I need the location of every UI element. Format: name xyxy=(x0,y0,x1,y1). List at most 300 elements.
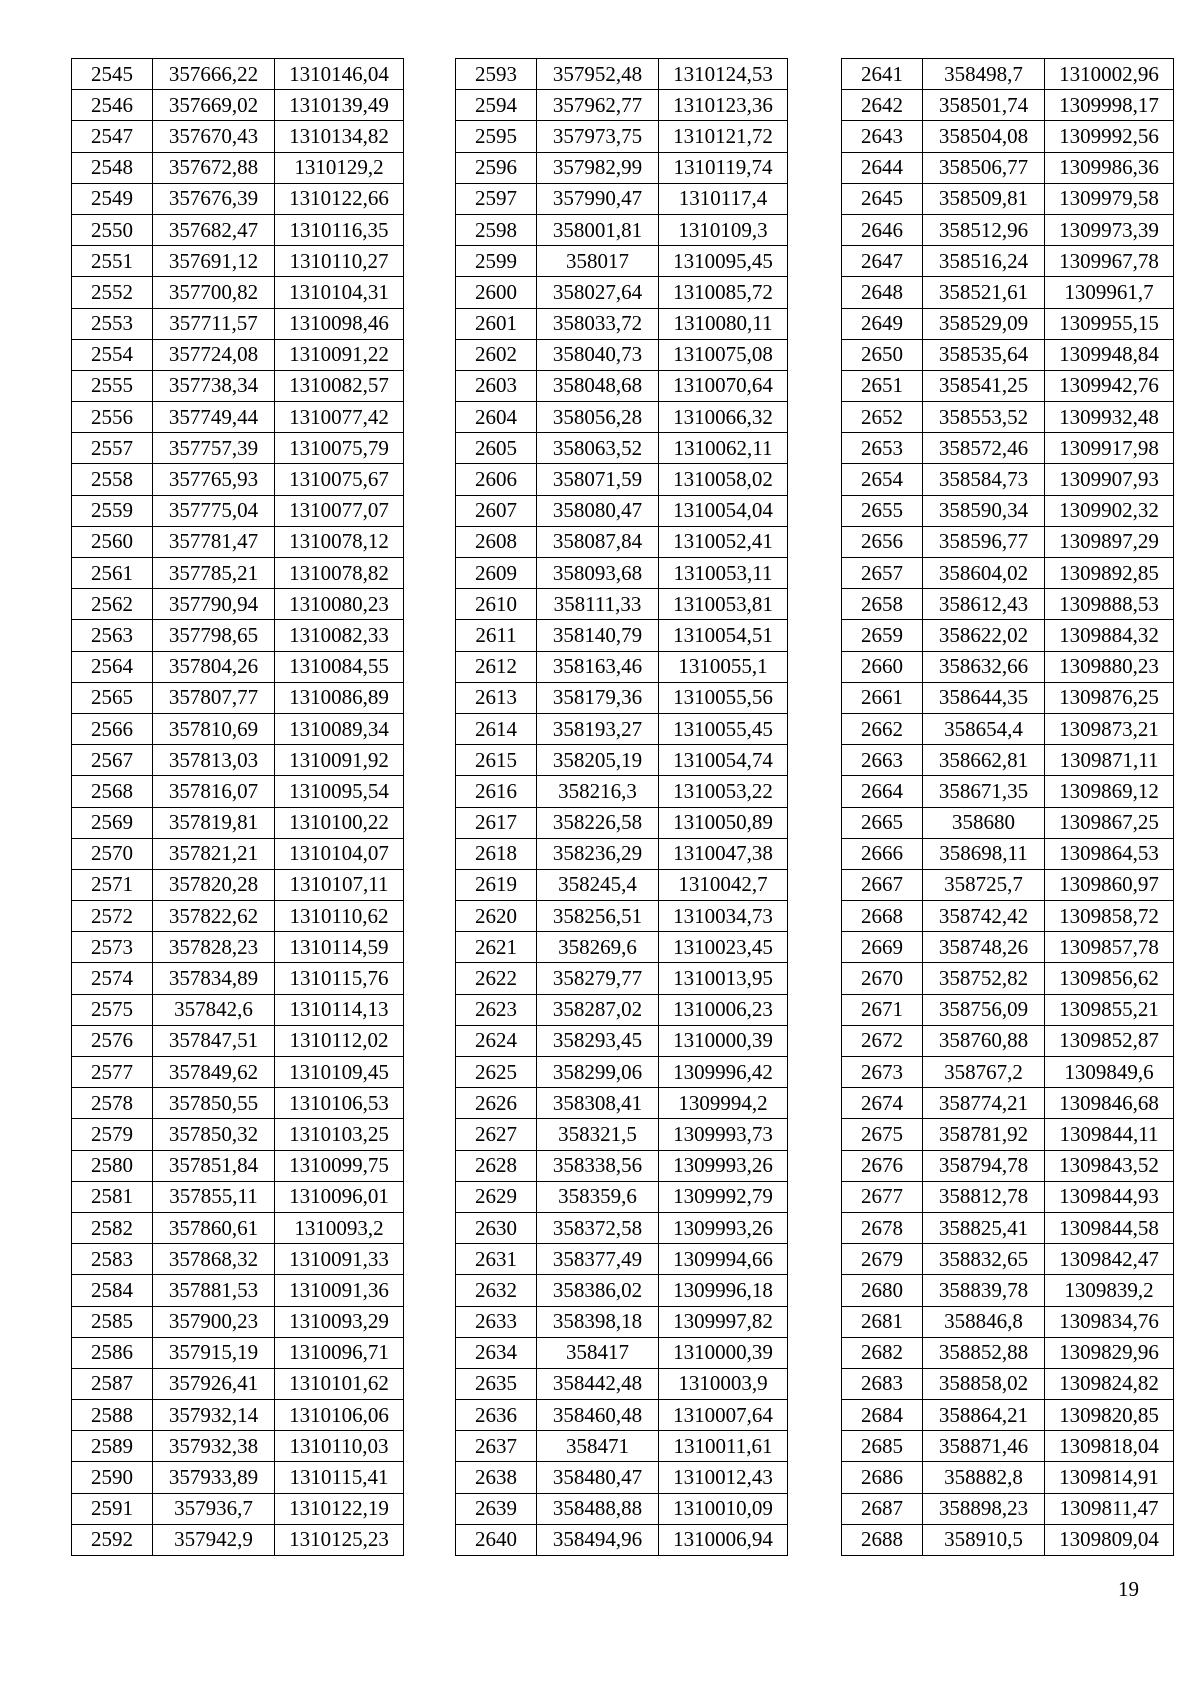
y-coordinate-cell: 1309844,93 xyxy=(1045,1181,1174,1212)
table-row xyxy=(842,1524,1174,1555)
table-row xyxy=(456,1119,788,1150)
coordinates-table-2 xyxy=(455,58,788,1556)
point-number-cell: 2606 xyxy=(456,464,537,495)
y-coordinate-cell: 1309814,91 xyxy=(1045,1462,1174,1493)
x-coordinate-cell: 358882,8 xyxy=(923,1462,1045,1493)
table-row xyxy=(842,776,1174,807)
y-coordinate-cell: 1310134,82 xyxy=(275,121,404,152)
point-number-cell: 2614 xyxy=(456,713,537,744)
x-coordinate-cell: 357868,32 xyxy=(153,1244,275,1275)
point-number-cell: 2618 xyxy=(456,838,537,869)
x-coordinate-cell: 357926,41 xyxy=(153,1368,275,1399)
table-row xyxy=(842,59,1174,90)
point-number-cell: 2586 xyxy=(72,1337,153,1368)
y-coordinate-cell: 1309996,42 xyxy=(659,1057,788,1088)
y-coordinate-cell: 1310109,3 xyxy=(659,214,788,245)
point-number-cell: 2563 xyxy=(72,620,153,651)
x-coordinate-cell: 358093,68 xyxy=(537,558,659,589)
y-coordinate-cell: 1310125,23 xyxy=(275,1524,404,1555)
y-coordinate-cell: 1310101,62 xyxy=(275,1368,404,1399)
point-number-cell: 2687 xyxy=(842,1493,923,1524)
point-number-cell: 2549 xyxy=(72,183,153,214)
point-number-cell: 2592 xyxy=(72,1524,153,1555)
y-coordinate-cell: 1309871,11 xyxy=(1045,745,1174,776)
table-row xyxy=(72,682,404,713)
x-coordinate-cell: 358910,5 xyxy=(923,1524,1045,1555)
table-row xyxy=(456,620,788,651)
point-number-cell: 2634 xyxy=(456,1337,537,1368)
point-number-cell: 2649 xyxy=(842,308,923,339)
table-row xyxy=(842,339,1174,370)
x-coordinate-cell: 358460,48 xyxy=(537,1400,659,1431)
point-number-cell: 2674 xyxy=(842,1088,923,1119)
x-coordinate-cell: 357670,43 xyxy=(153,121,275,152)
table-row xyxy=(456,214,788,245)
table-row xyxy=(842,620,1174,651)
table-row xyxy=(72,838,404,869)
y-coordinate-cell: 1310053,22 xyxy=(659,776,788,807)
table-row xyxy=(842,1337,1174,1368)
point-number-cell: 2671 xyxy=(842,994,923,1025)
y-coordinate-cell: 1309942,76 xyxy=(1045,370,1174,401)
y-coordinate-cell: 1310124,53 xyxy=(659,59,788,90)
y-coordinate-cell: 1310114,13 xyxy=(275,994,404,1025)
point-number-cell: 2604 xyxy=(456,402,537,433)
y-coordinate-cell: 1310023,45 xyxy=(659,932,788,963)
table-row xyxy=(456,183,788,214)
table-row xyxy=(456,1524,788,1555)
y-coordinate-cell: 1310091,92 xyxy=(275,745,404,776)
point-number-cell: 2685 xyxy=(842,1431,923,1462)
x-coordinate-cell: 357942,9 xyxy=(153,1524,275,1555)
table-row xyxy=(72,1493,404,1524)
y-coordinate-cell: 1309876,25 xyxy=(1045,682,1174,713)
point-number-cell: 2661 xyxy=(842,682,923,713)
x-coordinate-cell: 357851,84 xyxy=(153,1150,275,1181)
table-row xyxy=(456,277,788,308)
point-number-cell: 2624 xyxy=(456,1025,537,1056)
table-row xyxy=(842,682,1174,713)
point-number-cell: 2630 xyxy=(456,1212,537,1243)
table-row xyxy=(72,214,404,245)
table-row xyxy=(842,589,1174,620)
point-number-cell: 2644 xyxy=(842,152,923,183)
y-coordinate-cell: 1310093,29 xyxy=(275,1306,404,1337)
point-number-cell: 2600 xyxy=(456,277,537,308)
point-number-cell: 2640 xyxy=(456,1524,537,1555)
point-number-cell: 2626 xyxy=(456,1088,537,1119)
table-row xyxy=(72,495,404,526)
y-coordinate-cell: 1310075,08 xyxy=(659,339,788,370)
table-row xyxy=(842,651,1174,682)
y-coordinate-cell: 1309997,82 xyxy=(659,1306,788,1337)
x-coordinate-cell: 358852,88 xyxy=(923,1337,1045,1368)
y-coordinate-cell: 1309852,87 xyxy=(1045,1025,1174,1056)
x-coordinate-cell: 358386,02 xyxy=(537,1275,659,1306)
x-coordinate-cell: 358080,47 xyxy=(537,495,659,526)
y-coordinate-cell: 1310011,61 xyxy=(659,1431,788,1462)
x-coordinate-cell: 357821,21 xyxy=(153,838,275,869)
table-row xyxy=(456,1150,788,1181)
table-row xyxy=(72,932,404,963)
point-number-cell: 2639 xyxy=(456,1493,537,1524)
y-coordinate-cell: 1310055,1 xyxy=(659,651,788,682)
y-coordinate-cell: 1309917,98 xyxy=(1045,433,1174,464)
point-number-cell: 2658 xyxy=(842,589,923,620)
table-row xyxy=(72,90,404,121)
y-coordinate-cell: 1309955,15 xyxy=(1045,308,1174,339)
x-coordinate-cell: 358245,4 xyxy=(537,869,659,900)
y-coordinate-cell: 1309888,53 xyxy=(1045,589,1174,620)
y-coordinate-cell: 1310050,89 xyxy=(659,807,788,838)
y-coordinate-cell: 1309809,04 xyxy=(1045,1524,1174,1555)
y-coordinate-cell: 1310078,82 xyxy=(275,558,404,589)
point-number-cell: 2609 xyxy=(456,558,537,589)
point-number-cell: 2560 xyxy=(72,526,153,557)
y-coordinate-cell: 1309948,84 xyxy=(1045,339,1174,370)
x-coordinate-cell: 357855,11 xyxy=(153,1181,275,1212)
table-row xyxy=(456,994,788,1025)
point-number-cell: 2651 xyxy=(842,370,923,401)
x-coordinate-cell: 358471 xyxy=(537,1431,659,1462)
y-coordinate-cell: 1310109,45 xyxy=(275,1057,404,1088)
x-coordinate-cell: 357807,77 xyxy=(153,682,275,713)
table-row xyxy=(456,682,788,713)
x-coordinate-cell: 358832,65 xyxy=(923,1244,1045,1275)
table-row xyxy=(842,1088,1174,1119)
x-coordinate-cell: 357781,47 xyxy=(153,526,275,557)
point-number-cell: 2584 xyxy=(72,1275,153,1306)
x-coordinate-cell: 358216,3 xyxy=(537,776,659,807)
y-coordinate-cell: 1310034,73 xyxy=(659,901,788,932)
table-row xyxy=(456,1181,788,1212)
y-coordinate-cell: 1310053,11 xyxy=(659,558,788,589)
point-number-cell: 2575 xyxy=(72,994,153,1025)
y-coordinate-cell: 1309844,11 xyxy=(1045,1119,1174,1150)
table-row xyxy=(72,1462,404,1493)
x-coordinate-cell: 358871,46 xyxy=(923,1431,1045,1462)
x-coordinate-cell: 357765,93 xyxy=(153,464,275,495)
x-coordinate-cell: 358839,78 xyxy=(923,1275,1045,1306)
y-coordinate-cell: 1310077,07 xyxy=(275,495,404,526)
y-coordinate-cell: 1310129,2 xyxy=(275,152,404,183)
table-row xyxy=(842,526,1174,557)
table-row xyxy=(72,1275,404,1306)
point-number-cell: 2668 xyxy=(842,901,923,932)
y-coordinate-cell: 1310084,55 xyxy=(275,651,404,682)
y-coordinate-cell: 1310112,02 xyxy=(275,1025,404,1056)
y-coordinate-cell: 1309992,79 xyxy=(659,1181,788,1212)
x-coordinate-cell: 357757,39 xyxy=(153,433,275,464)
table-row xyxy=(842,1462,1174,1493)
x-coordinate-cell: 358752,82 xyxy=(923,963,1045,994)
y-coordinate-cell: 1310052,41 xyxy=(659,526,788,557)
table-row xyxy=(72,339,404,370)
point-number-cell: 2653 xyxy=(842,433,923,464)
table-row xyxy=(72,152,404,183)
x-coordinate-cell: 357936,7 xyxy=(153,1493,275,1524)
y-coordinate-cell: 1310096,71 xyxy=(275,1337,404,1368)
y-coordinate-cell: 1310070,64 xyxy=(659,370,788,401)
point-number-cell: 2599 xyxy=(456,246,537,277)
y-coordinate-cell: 1310006,23 xyxy=(659,994,788,1025)
point-number-cell: 2660 xyxy=(842,651,923,682)
table-row xyxy=(842,246,1174,277)
x-coordinate-cell: 358662,81 xyxy=(923,745,1045,776)
x-coordinate-cell: 358504,08 xyxy=(923,121,1045,152)
table-row xyxy=(842,152,1174,183)
point-number-cell: 2583 xyxy=(72,1244,153,1275)
point-number-cell: 2598 xyxy=(456,214,537,245)
table-row xyxy=(72,121,404,152)
table-row xyxy=(72,1400,404,1431)
x-coordinate-cell: 358256,51 xyxy=(537,901,659,932)
table-row xyxy=(842,183,1174,214)
point-number-cell: 2601 xyxy=(456,308,537,339)
y-coordinate-cell: 1309902,32 xyxy=(1045,495,1174,526)
point-number-cell: 2666 xyxy=(842,838,923,869)
point-number-cell: 2681 xyxy=(842,1306,923,1337)
table-row xyxy=(456,869,788,900)
x-coordinate-cell: 358205,19 xyxy=(537,745,659,776)
point-number-cell: 2588 xyxy=(72,1400,153,1431)
y-coordinate-cell: 1309961,7 xyxy=(1045,277,1174,308)
table-row xyxy=(72,1368,404,1399)
point-number-cell: 2567 xyxy=(72,745,153,776)
x-coordinate-cell: 358287,02 xyxy=(537,994,659,1025)
y-coordinate-cell: 1310106,06 xyxy=(275,1400,404,1431)
table-row xyxy=(456,651,788,682)
y-coordinate-cell: 1309818,04 xyxy=(1045,1431,1174,1462)
table-row xyxy=(72,1212,404,1243)
point-number-cell: 2688 xyxy=(842,1524,923,1555)
x-coordinate-cell: 357790,94 xyxy=(153,589,275,620)
table-row xyxy=(842,1275,1174,1306)
point-number-cell: 2620 xyxy=(456,901,537,932)
y-coordinate-cell: 1310115,41 xyxy=(275,1462,404,1493)
table-row xyxy=(456,308,788,339)
y-coordinate-cell: 1309907,93 xyxy=(1045,464,1174,495)
point-number-cell: 2638 xyxy=(456,1462,537,1493)
table-row xyxy=(842,1119,1174,1150)
x-coordinate-cell: 358698,11 xyxy=(923,838,1045,869)
point-number-cell: 2643 xyxy=(842,121,923,152)
x-coordinate-cell: 358193,27 xyxy=(537,713,659,744)
point-number-cell: 2619 xyxy=(456,869,537,900)
x-coordinate-cell: 358572,46 xyxy=(923,433,1045,464)
table-row xyxy=(72,589,404,620)
point-number-cell: 2631 xyxy=(456,1244,537,1275)
table-row xyxy=(72,1057,404,1088)
x-coordinate-cell: 358056,28 xyxy=(537,402,659,433)
y-coordinate-cell: 1309993,26 xyxy=(659,1150,788,1181)
table-row xyxy=(456,246,788,277)
x-coordinate-cell: 357785,21 xyxy=(153,558,275,589)
x-coordinate-cell: 358033,72 xyxy=(537,308,659,339)
x-coordinate-cell: 358236,29 xyxy=(537,838,659,869)
y-coordinate-cell: 1309843,52 xyxy=(1045,1150,1174,1181)
x-coordinate-cell: 357850,55 xyxy=(153,1088,275,1119)
point-number-cell: 2645 xyxy=(842,183,923,214)
x-coordinate-cell: 357850,32 xyxy=(153,1119,275,1150)
y-coordinate-cell: 1310122,66 xyxy=(275,183,404,214)
x-coordinate-cell: 357820,28 xyxy=(153,869,275,900)
x-coordinate-cell: 358321,5 xyxy=(537,1119,659,1150)
point-number-cell: 2607 xyxy=(456,495,537,526)
point-number-cell: 2621 xyxy=(456,932,537,963)
table-row xyxy=(842,869,1174,900)
y-coordinate-cell: 1309993,73 xyxy=(659,1119,788,1150)
x-coordinate-cell: 358846,8 xyxy=(923,1306,1045,1337)
y-coordinate-cell: 1309867,25 xyxy=(1045,807,1174,838)
table-row xyxy=(456,433,788,464)
table-row xyxy=(72,59,404,90)
y-coordinate-cell: 1310110,62 xyxy=(275,901,404,932)
point-number-cell: 2680 xyxy=(842,1275,923,1306)
y-coordinate-cell: 1310116,35 xyxy=(275,214,404,245)
x-coordinate-cell: 358516,24 xyxy=(923,246,1045,277)
x-coordinate-cell: 357775,04 xyxy=(153,495,275,526)
x-coordinate-cell: 358553,52 xyxy=(923,402,1045,433)
point-number-cell: 2684 xyxy=(842,1400,923,1431)
y-coordinate-cell: 1310075,67 xyxy=(275,464,404,495)
y-coordinate-cell: 1309998,17 xyxy=(1045,90,1174,121)
y-coordinate-cell: 1310107,11 xyxy=(275,869,404,900)
x-coordinate-cell: 357932,38 xyxy=(153,1431,275,1462)
point-number-cell: 2625 xyxy=(456,1057,537,1088)
table-row xyxy=(456,402,788,433)
x-coordinate-cell: 357682,47 xyxy=(153,214,275,245)
x-coordinate-cell: 358163,46 xyxy=(537,651,659,682)
point-number-cell: 2616 xyxy=(456,776,537,807)
table-row xyxy=(456,1368,788,1399)
point-number-cell: 2585 xyxy=(72,1306,153,1337)
table-row xyxy=(842,1057,1174,1088)
x-coordinate-cell: 358027,64 xyxy=(537,277,659,308)
table-row xyxy=(72,558,404,589)
table-row xyxy=(456,932,788,963)
point-number-cell: 2641 xyxy=(842,59,923,90)
y-coordinate-cell: 1309811,47 xyxy=(1045,1493,1174,1524)
point-number-cell: 2647 xyxy=(842,246,923,277)
table-row xyxy=(456,526,788,557)
point-number-cell: 2627 xyxy=(456,1119,537,1150)
x-coordinate-cell: 358359,6 xyxy=(537,1181,659,1212)
table-row xyxy=(456,1462,788,1493)
point-number-cell: 2659 xyxy=(842,620,923,651)
y-coordinate-cell: 1309994,66 xyxy=(659,1244,788,1275)
x-coordinate-cell: 358488,88 xyxy=(537,1493,659,1524)
point-number-cell: 2578 xyxy=(72,1088,153,1119)
x-coordinate-cell: 358071,59 xyxy=(537,464,659,495)
table-row xyxy=(456,807,788,838)
y-coordinate-cell: 1309967,78 xyxy=(1045,246,1174,277)
table-row xyxy=(842,1181,1174,1212)
table-row xyxy=(72,246,404,277)
x-coordinate-cell: 357691,12 xyxy=(153,246,275,277)
table-row xyxy=(842,214,1174,245)
x-coordinate-cell: 357819,81 xyxy=(153,807,275,838)
y-coordinate-cell: 1309842,47 xyxy=(1045,1244,1174,1275)
table-row xyxy=(456,1493,788,1524)
table-row xyxy=(842,1244,1174,1275)
point-number-cell: 2551 xyxy=(72,246,153,277)
x-coordinate-cell: 358048,68 xyxy=(537,370,659,401)
table-row xyxy=(72,776,404,807)
point-number-cell: 2553 xyxy=(72,308,153,339)
x-coordinate-cell: 358377,49 xyxy=(537,1244,659,1275)
x-coordinate-cell: 357711,57 xyxy=(153,308,275,339)
point-number-cell: 2556 xyxy=(72,402,153,433)
point-number-cell: 2679 xyxy=(842,1244,923,1275)
x-coordinate-cell: 358506,77 xyxy=(923,152,1045,183)
y-coordinate-cell: 1309856,62 xyxy=(1045,963,1174,994)
y-coordinate-cell: 1309864,53 xyxy=(1045,838,1174,869)
y-coordinate-cell: 1310085,72 xyxy=(659,277,788,308)
point-number-cell: 2572 xyxy=(72,901,153,932)
x-coordinate-cell: 358480,47 xyxy=(537,1462,659,1493)
point-number-cell: 2570 xyxy=(72,838,153,869)
y-coordinate-cell: 1310058,02 xyxy=(659,464,788,495)
x-coordinate-cell: 357881,53 xyxy=(153,1275,275,1306)
table-row xyxy=(842,1025,1174,1056)
y-coordinate-cell: 1310055,56 xyxy=(659,682,788,713)
table-row xyxy=(456,963,788,994)
table-row xyxy=(456,1431,788,1462)
point-number-cell: 2642 xyxy=(842,90,923,121)
x-coordinate-cell: 358299,06 xyxy=(537,1057,659,1088)
x-coordinate-cell: 358040,73 xyxy=(537,339,659,370)
x-coordinate-cell: 358742,42 xyxy=(923,901,1045,932)
point-number-cell: 2633 xyxy=(456,1306,537,1337)
table-row xyxy=(72,1306,404,1337)
x-coordinate-cell: 358671,35 xyxy=(923,776,1045,807)
point-number-cell: 2576 xyxy=(72,1025,153,1056)
point-number-cell: 2569 xyxy=(72,807,153,838)
y-coordinate-cell: 1309897,29 xyxy=(1045,526,1174,557)
x-coordinate-cell: 357749,44 xyxy=(153,402,275,433)
y-coordinate-cell: 1310115,76 xyxy=(275,963,404,994)
x-coordinate-cell: 358372,58 xyxy=(537,1212,659,1243)
y-coordinate-cell: 1310091,22 xyxy=(275,339,404,370)
x-coordinate-cell: 358756,09 xyxy=(923,994,1045,1025)
x-coordinate-cell: 358680 xyxy=(923,807,1045,838)
point-number-cell: 2610 xyxy=(456,589,537,620)
table-row xyxy=(72,433,404,464)
x-coordinate-cell: 357738,34 xyxy=(153,370,275,401)
x-coordinate-cell: 357982,99 xyxy=(537,152,659,183)
table-row xyxy=(72,1524,404,1555)
x-coordinate-cell: 358494,96 xyxy=(537,1524,659,1555)
table-row xyxy=(72,1025,404,1056)
x-coordinate-cell: 358541,25 xyxy=(923,370,1045,401)
point-number-cell: 2581 xyxy=(72,1181,153,1212)
point-number-cell: 2656 xyxy=(842,526,923,557)
point-number-cell: 2676 xyxy=(842,1150,923,1181)
x-coordinate-cell: 358584,73 xyxy=(923,464,1045,495)
table-row xyxy=(842,745,1174,776)
point-number-cell: 2662 xyxy=(842,713,923,744)
table-row xyxy=(72,901,404,932)
y-coordinate-cell: 1310103,25 xyxy=(275,1119,404,1150)
table-row xyxy=(842,838,1174,869)
x-coordinate-cell: 358632,66 xyxy=(923,651,1045,682)
table-row xyxy=(842,464,1174,495)
point-number-cell: 2675 xyxy=(842,1119,923,1150)
y-coordinate-cell: 1310100,22 xyxy=(275,807,404,838)
x-coordinate-cell: 358654,4 xyxy=(923,713,1045,744)
x-coordinate-cell: 357810,69 xyxy=(153,713,275,744)
